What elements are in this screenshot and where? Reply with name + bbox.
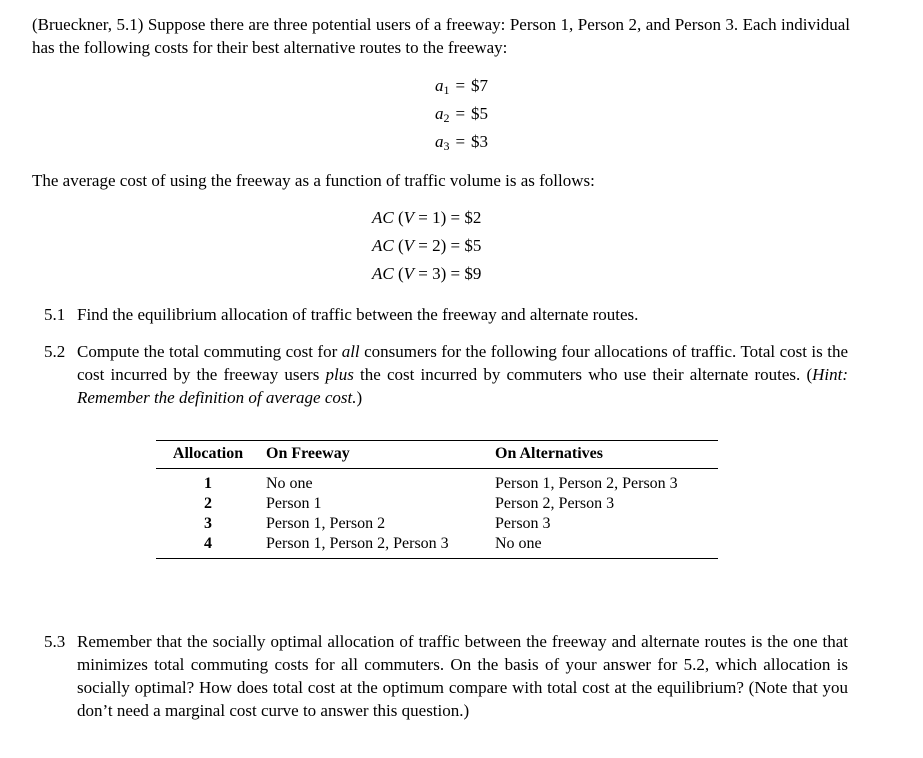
table-row xyxy=(156,494,718,514)
column-header-on-alternatives: On Alternatives xyxy=(489,441,718,469)
text-segment: consumers for the following four allocations of traffic. Total cost is the cost incurred by the freeway users xyxy=(77,342,848,384)
eq-open: ( xyxy=(393,208,404,227)
allocation-number: 2 xyxy=(204,495,212,512)
allocation-number: 1 xyxy=(204,475,212,492)
ac-equation xyxy=(372,206,481,230)
table-row xyxy=(156,469,718,495)
emphasis-text: all xyxy=(341,342,360,361)
eq-variable: V xyxy=(403,264,415,283)
allocation-number: 3 xyxy=(204,515,212,532)
alt-cost-equation xyxy=(435,74,488,98)
question-5-1 xyxy=(44,303,848,326)
table-row xyxy=(156,514,718,534)
question-text: Find the equilibrium allocation of traffic between the freeway and alternate routes. xyxy=(77,305,639,324)
on-freeway-cell: No one xyxy=(266,475,313,492)
question-number: 5.2 xyxy=(44,342,66,361)
emphasis-text: plus xyxy=(325,365,354,384)
eq-function: AC xyxy=(372,208,394,227)
question-5-2 xyxy=(44,340,848,409)
hint-text: Hint: Remember the definition of average cost. xyxy=(77,365,849,407)
text-segment: ) xyxy=(356,388,363,407)
problem-intro: (Brueckner, 5.1) Suppose there are three potential users of a freeway: Person 1, Person 2, and Person 3. Each individual has the following costs for their best alternative routes to the freeway: xyxy=(32,15,850,57)
eq-value: $5 xyxy=(464,236,482,255)
allocation-number: 4 xyxy=(156,534,260,559)
eq-relation: = xyxy=(414,264,433,283)
eq-subscript: 2 xyxy=(443,111,450,125)
on-alternatives-cell: Person 3 xyxy=(495,515,551,532)
average-cost-equations xyxy=(372,206,481,286)
eq-relation: = xyxy=(455,132,466,151)
average-cost-intro: The average cost of using the freeway as a function of traffic volume is as follows: xyxy=(32,171,595,190)
text-segment: Compute the total commuting cost for xyxy=(77,342,342,361)
allocation-table xyxy=(156,440,718,559)
ac-equation xyxy=(372,262,481,286)
eq-value: $7 xyxy=(471,76,489,95)
alternative-costs-equations xyxy=(0,74,923,154)
eq-variable: a xyxy=(434,132,444,151)
eq-value: $2 xyxy=(464,208,482,227)
eq-close: ) = xyxy=(440,236,465,255)
column-header-allocation: Allocation xyxy=(156,441,260,469)
eq-variable: V xyxy=(403,208,415,227)
eq-relation: = xyxy=(455,76,466,95)
on-freeway-cell: Person 1, Person 2, Person 3 xyxy=(260,534,489,559)
eq-argument: 2 xyxy=(432,236,441,255)
eq-subscript: 3 xyxy=(443,139,450,153)
eq-open: ( xyxy=(393,264,404,283)
eq-variable: a xyxy=(434,76,444,95)
eq-relation: = xyxy=(414,236,433,255)
eq-value: $5 xyxy=(471,104,489,123)
on-alternatives-cell: Person 1, Person 2, Person 3 xyxy=(495,475,678,492)
alt-cost-equation xyxy=(435,102,488,126)
question-5-3 xyxy=(44,630,848,722)
eq-relation: = xyxy=(455,104,466,123)
on-alternatives-cell: No one xyxy=(489,534,718,559)
eq-value: $3 xyxy=(471,132,489,151)
eq-argument: 3 xyxy=(432,264,441,283)
table-row xyxy=(156,534,718,559)
eq-function: AC xyxy=(372,236,394,255)
question-number: 5.3 xyxy=(44,632,66,651)
eq-close: ) = xyxy=(440,264,465,283)
text-segment: the cost incurred by commuters who use their alternate routes. ( xyxy=(353,365,813,384)
on-freeway-cell: Person 1, Person 2 xyxy=(266,515,386,532)
eq-variable: V xyxy=(403,236,415,255)
on-freeway-cell: Person 1 xyxy=(266,495,322,512)
eq-function: AC xyxy=(372,264,394,283)
eq-relation: = xyxy=(414,208,433,227)
alt-cost-equation xyxy=(435,130,488,154)
ac-equation xyxy=(372,234,481,258)
eq-value: $9 xyxy=(464,264,482,283)
on-alternatives-cell: Person 2, Person 3 xyxy=(495,495,615,512)
table-header-row xyxy=(156,441,718,469)
eq-subscript: 1 xyxy=(443,83,450,97)
eq-open: ( xyxy=(393,236,404,255)
column-header-on-freeway: On Freeway xyxy=(260,441,489,469)
eq-close: ) = xyxy=(440,208,465,227)
question-text: Remember that the socially optimal allocation of traffic between the freeway and alternate routes is the one that minimizes total commuting costs for all commuters. On the basis of your answer for 5.2, which allocation is socially optimal? How does total cost at the optimum compare with total cost at the equilibrium? (Note that you don’t need a marginal cost curve to answer this question.) xyxy=(77,632,848,720)
question-number: 5.1 xyxy=(44,305,66,324)
eq-argument: 1 xyxy=(432,208,441,227)
question-text xyxy=(77,340,848,409)
eq-variable: a xyxy=(434,104,444,123)
